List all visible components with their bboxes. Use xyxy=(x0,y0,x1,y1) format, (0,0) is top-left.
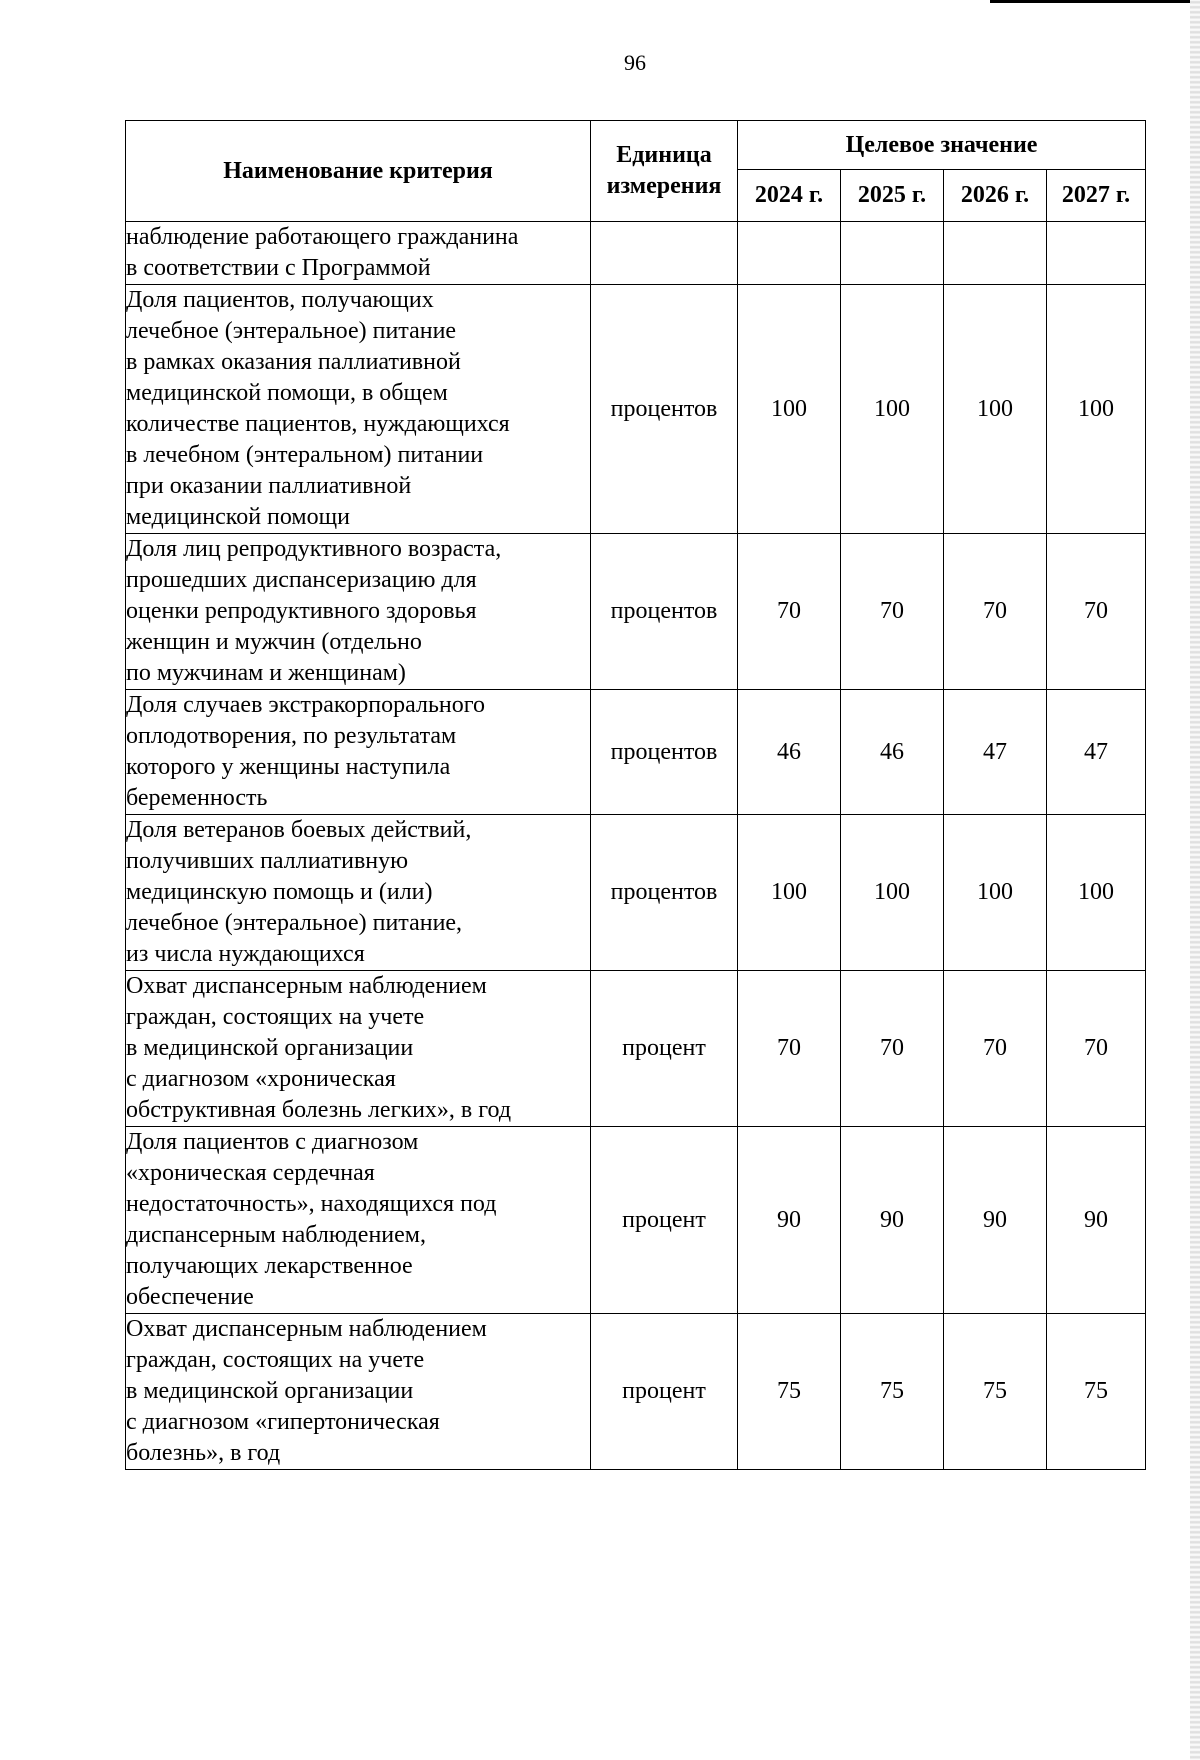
criterion-cell: Доля случаев экстракорпорального оплодотворения, по результатам которого у женщины наступила беременность xyxy=(126,690,591,815)
unit-cell: процентов xyxy=(591,534,738,690)
value-2025-cell: 100 xyxy=(841,815,944,971)
value-2024-cell: 100 xyxy=(738,285,841,534)
value-2024-cell xyxy=(738,222,841,285)
value-2026-cell xyxy=(944,222,1047,285)
unit-cell xyxy=(591,222,738,285)
value-2024-cell: 70 xyxy=(738,971,841,1127)
value-2025-cell: 70 xyxy=(841,534,944,690)
value-2026-cell: 75 xyxy=(944,1314,1047,1470)
unit-cell: процент xyxy=(591,971,738,1127)
value-2027-cell: 100 xyxy=(1047,285,1146,534)
criterion-cell: Доля лиц репродуктивного возраста, прошедших диспансеризацию для оценки репродуктивного здоровья женщин и мужчин (отдельно по мужчинам и женщинам) xyxy=(126,534,591,690)
table-row xyxy=(126,285,1146,534)
unit-cell: процентов xyxy=(591,690,738,815)
value-2027-cell: 75 xyxy=(1047,1314,1146,1470)
header-year-2025: 2025 г. xyxy=(841,170,944,222)
criteria-table xyxy=(125,120,1146,1470)
criterion-cell: Охват диспансерным наблюдением граждан, состоящих на учете в медицинской организации с диагнозом «хроническая обструктивная болезнь легких», в год xyxy=(126,971,591,1127)
criterion-cell: Доля ветеранов боевых действий, получивших паллиативную медицинскую помощь и (или) лечебное (энтеральное) питание, из числа нуждающихся xyxy=(126,815,591,971)
table-row xyxy=(126,690,1146,815)
unit-cell: процент xyxy=(591,1127,738,1314)
value-2025-cell xyxy=(841,222,944,285)
table-row xyxy=(126,534,1146,690)
value-2025-cell: 90 xyxy=(841,1127,944,1314)
value-2027-cell xyxy=(1047,222,1146,285)
scan-top-line xyxy=(990,0,1200,3)
value-2025-cell: 75 xyxy=(841,1314,944,1470)
unit-cell: процентов xyxy=(591,815,738,971)
value-2024-cell: 70 xyxy=(738,534,841,690)
header-target-value: Целевое значение xyxy=(738,121,1146,170)
header-year-2026: 2026 г. xyxy=(944,170,1047,222)
value-2026-cell: 100 xyxy=(944,285,1047,534)
table-row xyxy=(126,222,1146,285)
table-row xyxy=(126,1127,1146,1314)
header-unit: Единица измерения xyxy=(591,121,738,222)
unit-cell: процентов xyxy=(591,285,738,534)
value-2027-cell: 47 xyxy=(1047,690,1146,815)
value-2027-cell: 90 xyxy=(1047,1127,1146,1314)
criterion-cell: наблюдение работающего гражданина в соответствии с Программой xyxy=(126,222,591,285)
value-2026-cell: 47 xyxy=(944,690,1047,815)
criterion-cell: Доля пациентов с диагнозом «хроническая сердечная недостаточность», находящихся под диспансерным наблюдением, получающих лекарственное обеспечение xyxy=(126,1127,591,1314)
value-2024-cell: 90 xyxy=(738,1127,841,1314)
value-2026-cell: 70 xyxy=(944,534,1047,690)
value-2027-cell: 70 xyxy=(1047,971,1146,1127)
value-2024-cell: 75 xyxy=(738,1314,841,1470)
table-row xyxy=(126,815,1146,971)
value-2026-cell: 90 xyxy=(944,1127,1047,1314)
value-2024-cell: 100 xyxy=(738,815,841,971)
scan-edge-artifact xyxy=(1190,0,1200,1760)
criterion-cell: Доля пациентов, получающих лечебное (энтеральное) питание в рамках оказания паллиативной медицинской помощи, в общем количестве пациентов, нуждающихся в лечебном (энтеральном) питании при оказании паллиативной медицинской помощи xyxy=(126,285,591,534)
value-2025-cell: 46 xyxy=(841,690,944,815)
unit-cell: процент xyxy=(591,1314,738,1470)
table-row xyxy=(126,971,1146,1127)
value-2027-cell: 70 xyxy=(1047,534,1146,690)
value-2026-cell: 70 xyxy=(944,971,1047,1127)
page-number: 96 xyxy=(624,50,646,75)
criterion-cell: Охват диспансерным наблюдением граждан, состоящих на учете в медицинской организации с диагнозом «гипертоническая болезнь», в год xyxy=(126,1314,591,1470)
header-year-2027: 2027 г. xyxy=(1047,170,1146,222)
value-2027-cell: 100 xyxy=(1047,815,1146,971)
value-2024-cell: 46 xyxy=(738,690,841,815)
header-year-2024: 2024 г. xyxy=(738,170,841,222)
value-2025-cell: 70 xyxy=(841,971,944,1127)
table-row xyxy=(126,1314,1146,1470)
value-2025-cell: 100 xyxy=(841,285,944,534)
value-2026-cell: 100 xyxy=(944,815,1047,971)
header-criterion-name: Наименование критерия xyxy=(126,121,591,222)
